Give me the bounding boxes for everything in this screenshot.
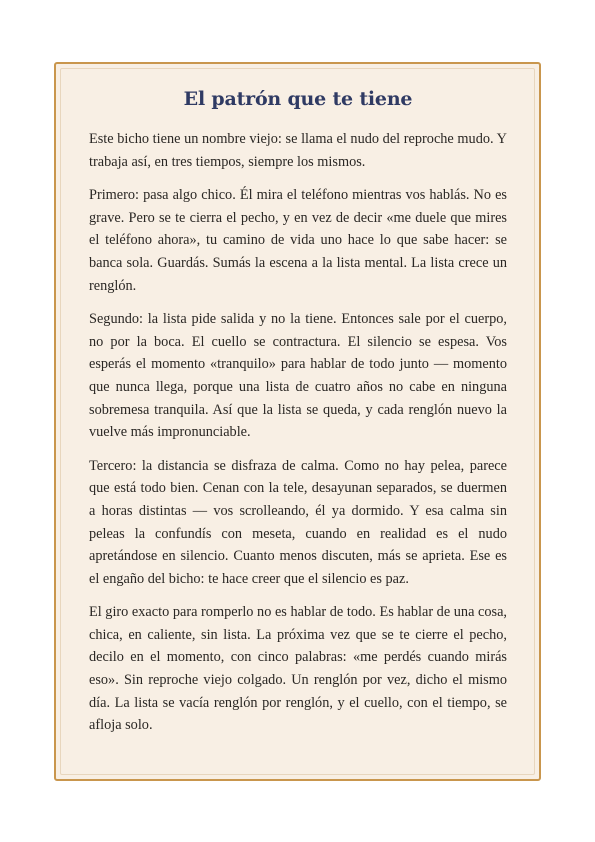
paragraph-primero: Primero: pasa algo chico. Él mira el teléfono mientras vos hablás. No es grave. Pero se te cierra el pecho, y en vez de decir «me duele que mires el teléfono ahora», tu camino de vida uno hace lo que sabe hacer: se banca sola. Guardás. Sumás la escena a la lista mental. La lista crece un renglón.: [89, 187, 507, 294]
article-title: El patrón que te tiene: [183, 88, 413, 110]
paragraph-intro: Este bicho tiene un nombre viejo: se llama el nudo del reproche mudo. Y trabaja así, en tres tiempos, siempre los mismos.: [89, 131, 507, 170]
paragraph-giro: El giro exacto para romperlo no es hablar de todo. Es hablar de una cosa, chica, en caliente, sin lista. La próxima vez que se te cierre el pecho, decilo en el momento, con cinco palabras: «me perdés cuando mirás eso». Sin reproche viejo colgado. Un renglón por vez, dicho el mismo día. La lista se vacía renglón por renglón, y el cuello, con el tiempo, se afloja solo.: [89, 604, 507, 734]
article-content: [89, 86, 507, 748]
paragraph-segundo: Segundo: la lista pide salida y no la tiene. Entonces sale por el cuerpo, no por la boca. El cuello se contractura. El silencio se espesa. Vos esperás el momento «tranquilo» para hablar de todo junto — momento que nunca llega, porque una lista de cuatro años no cabe en ninguna sobremesa tranquila. Así que la lista se queda, y cada renglón nuevo la vuelve más impronunciable.: [89, 311, 507, 441]
paragraph-tercero: Tercero: la distancia se disfraza de calma. Como no hay pelea, parece que está todo bien. Cenan con la tele, desayunan separados, se duermen a horas distintas — vos scrolleando, él ya dormido. Y esa calma sin peleas la confundís con meseta, cuando en realidad es el nudo apretándose en silencio. Cuanto menos discuten, más se aprieta. Ese es el engaño del bicho: te hace creer que el silencio es paz.: [89, 457, 507, 587]
article-card: [54, 62, 541, 781]
